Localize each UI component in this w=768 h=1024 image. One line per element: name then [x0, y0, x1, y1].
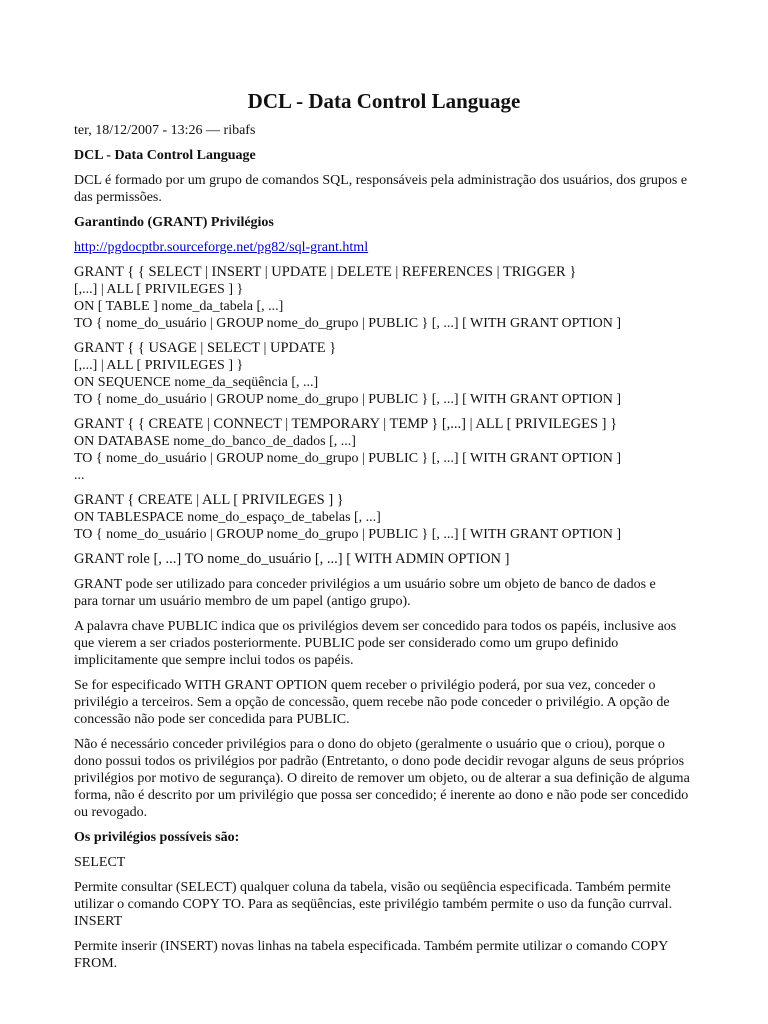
with-grant-paragraph: Se for especificado WITH GRANT OPTION quem receber o privilégio poderá, por sua vez, conceder o privilégio a terceiros. Sem a opção de concessão, quem recebe não pode conceder o privilégio. A opção de concessão não pode ser concedida para PUBLIC. — [74, 678, 670, 727]
grant-doc-link[interactable]: http://pgdocptbr.sourceforge.net/pg82/sql-grant.html — [74, 240, 369, 255]
privilege-name: INSERT — [74, 914, 123, 929]
syntax-line: GRANT { { SELECT | INSERT | UPDATE | DELETE | REFERENCES | TRIGGER } — [74, 264, 577, 280]
intro-paragraph: DCL é formado por um grupo de comandos SQL, responsáveis pela administração dos usuários, dos grupos e das permissões. — [74, 173, 688, 205]
syntax-line: ON DATABASE nome_do_banco_de_dados [, ...] — [74, 434, 356, 449]
grant-heading: Garantindo (GRANT) Privilégios — [74, 215, 274, 230]
syntax-line: GRANT { CREATE | ALL [ PRIVILEGES ] } — [74, 492, 344, 508]
privilege-name: SELECT — [74, 855, 126, 870]
syntax-line: TO { nome_do_usuário | GROUP nome_do_grupo | PUBLIC } [, ...] [ WITH GRANT OPTION ] — [74, 527, 621, 542]
privilege-description: Permite inserir (INSERT) novas linhas na tabela especificada. Também permite utilizar o comando COPY FROM. — [74, 939, 668, 971]
syntax-line: ON TABLESPACE nome_do_espaço_de_tabelas [, ...] — [74, 510, 381, 525]
paragraph-line: GRANT pode ser utilizado para conceder privilégios a um usuário sobre um objeto de banco de dados e — [74, 577, 656, 592]
syntax-block-database — [74, 416, 694, 484]
syntax-line: TO { nome_do_usuário | GROUP nome_do_grupo | PUBLIC } [, ...] [ WITH GRANT OPTION ] — [74, 392, 621, 407]
syntax-line: TO { nome_do_usuário | GROUP nome_do_grupo | PUBLIC } [, ...] [ WITH GRANT OPTION ] — [74, 316, 621, 331]
grant-usage-paragraph — [74, 576, 694, 610]
privileges-heading: Os privilégios possíveis são: — [74, 830, 240, 845]
syntax-line: ON [ TABLE ] nome_da_tabela [, ...] — [74, 299, 284, 314]
syntax-line: GRANT role [, ...] TO nome_do_usuário [, ...] [ WITH ADMIN OPTION ] — [74, 551, 510, 567]
public-paragraph: A palavra chave PUBLIC indica que os privilégios devem ser concedido para todos os papéis, inclusive aos que vierem a ser criados posteriormente. PUBLIC pode ser considerado como um grupo definido implicitamente que sempre inclui todos os papéis. — [74, 619, 677, 668]
paragraph-line: para tornar um usuário membro de um papel (antigo grupo). — [74, 594, 411, 609]
syntax-block-sequence — [74, 340, 694, 408]
syntax-line: ON SEQUENCE nome_da_seqüência [, ...] — [74, 375, 319, 390]
syntax-block-tablespace — [74, 492, 694, 543]
post-meta: ter, 18/12/2007 - 13:26 — ribafs — [74, 123, 256, 138]
owner-paragraph: Não é necessário conceder privilégios para o dono do objeto (geralmente o usuário que o criou), porque o dono possui todos os privilégios por padrão (Entretanto, o dono pode decidir revogar alguns de seus próprios privilégios por motivo de segurança). O direito de remover um objeto, ou de alterar a sua definição de alguma forma, não é descrito por um privilégio que possa ser concedido; é inerente ao dono e não pode ser concedido ou revogado. — [74, 737, 690, 820]
privilege-description: Permite consultar (SELECT) qualquer coluna da tabela, visão ou seqüência especificada. Também permite utilizar o comando COPY TO. Para as seqüências, este privilégio também permite o uso da função currval. — [74, 880, 673, 912]
section-subtitle: DCL - Data Control Language — [74, 148, 256, 163]
syntax-line: [,...] | ALL [ PRIVILEGES ] } — [74, 282, 244, 297]
syntax-line: TO { nome_do_usuário | GROUP nome_do_grupo | PUBLIC } [, ...] [ WITH GRANT OPTION ] — [74, 451, 621, 466]
page-title: DCL - Data Control Language — [247, 89, 521, 113]
syntax-block-role — [74, 551, 694, 568]
syntax-line: [,...] | ALL [ PRIVILEGES ] } — [74, 358, 244, 373]
syntax-block-table — [74, 264, 694, 332]
syntax-line: GRANT { { USAGE | SELECT | UPDATE } — [74, 340, 337, 356]
syntax-line: GRANT { { CREATE | CONNECT | TEMPORARY | TEMP } [,...] | ALL [ PRIVILEGES ] } — [74, 416, 618, 432]
syntax-line: ... — [74, 468, 85, 483]
